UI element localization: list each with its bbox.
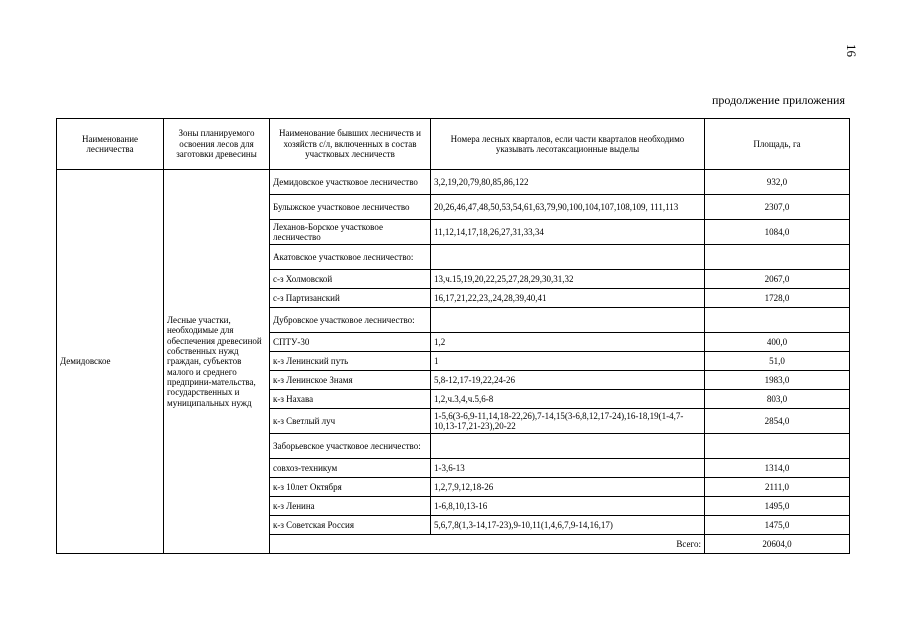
row-name: Акатовское участковое лесничество:	[270, 245, 431, 270]
header-area: Площадь, га	[705, 119, 850, 170]
row-quarters: 13,ч.15,19,20,22,25,27,28,29,30,31,32	[431, 270, 705, 289]
row-quarters	[431, 308, 705, 333]
row-name: к-з Нахава	[270, 390, 431, 409]
row-quarters: 1,2,7,9,12,18-26	[431, 478, 705, 497]
row-quarters: 1,2	[431, 333, 705, 352]
row-quarters: 1,2,ч.3,4,ч.5,6-8	[431, 390, 705, 409]
row-area: 1728,0	[705, 289, 850, 308]
row-area	[705, 434, 850, 459]
header-zones: Зоны планируемого освоения лесов для заготовки древесины	[164, 119, 270, 170]
row-name: Демидовское участковое лесничество	[270, 170, 431, 195]
row-area	[705, 245, 850, 270]
row-area: 1983,0	[705, 371, 850, 390]
row-name: к-з 10лет Октября	[270, 478, 431, 497]
row-area: 803,0	[705, 390, 850, 409]
row-area: 1475,0	[705, 516, 850, 535]
header-former-forestries: Наименование бывших лесничеств и хозяйств с/л, включенных в состав участковых лесничеств	[270, 119, 431, 170]
row-area: 2854,0	[705, 409, 850, 434]
page-number: 16	[844, 44, 859, 57]
row-name: с-з Партизанский	[270, 289, 431, 308]
table-row	[57, 170, 850, 195]
row-area: 932,0	[705, 170, 850, 195]
total-label: Всего:	[270, 535, 705, 554]
row-name: Леханов-Борское участковое лесничество	[270, 220, 431, 245]
forestry-table	[56, 118, 850, 554]
forestry-name-cell: Демидовское	[57, 170, 164, 554]
row-area: 1084,0	[705, 220, 850, 245]
row-quarters	[431, 434, 705, 459]
row-quarters: 5,8-12,17-19,22,24-26	[431, 371, 705, 390]
total-value: 20604,0	[705, 535, 850, 554]
row-area: 2307,0	[705, 195, 850, 220]
row-quarters: 11,12,14,17,18,26,27,31,33,34	[431, 220, 705, 245]
row-quarters: 5,6,7,8(1,3-14,17-23),9-10,11(1,4,6,7,9-14,16,17)	[431, 516, 705, 535]
row-name: с-з Холмовской	[270, 270, 431, 289]
row-area: 1495,0	[705, 497, 850, 516]
row-area: 2067,0	[705, 270, 850, 289]
zone-description-cell: Лесные участки, необходимые для обеспечения древесиной собственных нужд граждан, субъектов малого и среднего предприни-мательства, государственных и муниципальных нужд	[164, 170, 270, 554]
row-quarters: 1-5,6(3-6,9-11,14,18-22,26),7-14,15(3-6,8,12,17-24),16-18,19(1-4,7-10,13-17,21-23),20-22	[431, 409, 705, 434]
row-name: Заборьевское участковое лесничество:	[270, 434, 431, 459]
row-quarters: 20,26,46,47,48,50,53,54,61,63,79,90,100,104,107,108,109, 111,113	[431, 195, 705, 220]
row-name: Булыжское участковое лесничество	[270, 195, 431, 220]
row-name: к-з Светлый луч	[270, 409, 431, 434]
continuation-title: продолжение приложения	[712, 93, 845, 107]
row-name: совхоз-техникум	[270, 459, 431, 478]
row-quarters: 3,2,19,20,79,80,85,86,122	[431, 170, 705, 195]
row-quarters: 16,17,21,22,23,,24,28,39,40,41	[431, 289, 705, 308]
table-header-row	[57, 119, 850, 170]
row-quarters: 1	[431, 352, 705, 371]
row-quarters	[431, 245, 705, 270]
row-name: к-з Ленинский путь	[270, 352, 431, 371]
row-name: к-з Советская Россия	[270, 516, 431, 535]
row-area	[705, 308, 850, 333]
row-name: к-з Ленинское Знамя	[270, 371, 431, 390]
header-quarters: Номера лесных кварталов, если части кварталов необходимо указывать лесотаксационные выделы	[431, 119, 705, 170]
row-area: 400,0	[705, 333, 850, 352]
row-quarters: 1-3,6-13	[431, 459, 705, 478]
row-name: СПТУ-30	[270, 333, 431, 352]
header-forestry: Наименование лесничества	[57, 119, 164, 170]
row-area: 2111,0	[705, 478, 850, 497]
row-name: Дубровское участковое лесничество:	[270, 308, 431, 333]
row-area: 51,0	[705, 352, 850, 371]
row-name: к-з Ленина	[270, 497, 431, 516]
row-quarters: 1-6,8,10,13-16	[431, 497, 705, 516]
row-area: 1314,0	[705, 459, 850, 478]
